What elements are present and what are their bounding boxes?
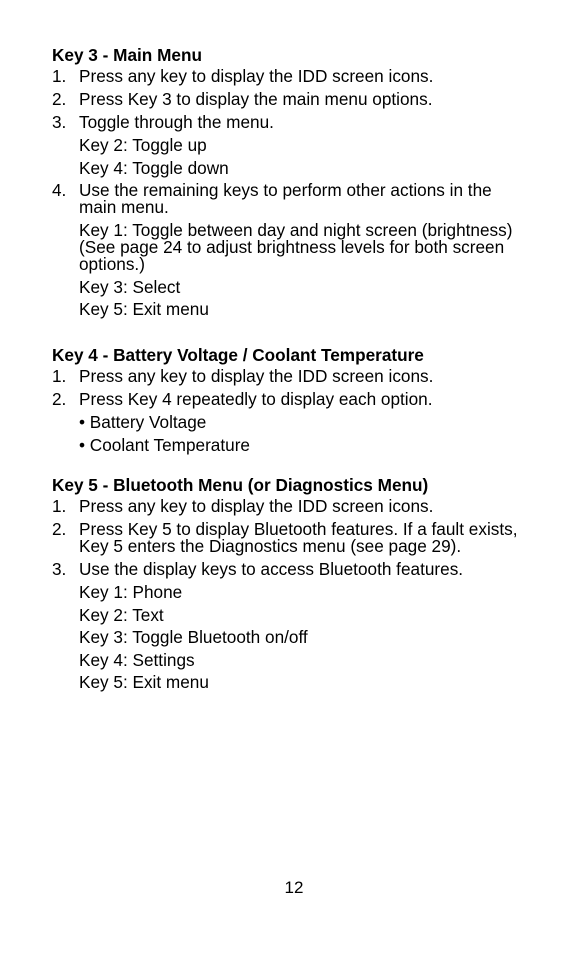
list-item xyxy=(52,498,522,515)
list-item xyxy=(52,91,522,108)
list-item-text: Press Key 3 to display the main menu options. xyxy=(79,89,433,109)
list-item xyxy=(52,368,522,385)
list-item xyxy=(52,391,522,408)
list-item-text: Press Key 5 to display Bluetooth features. If a fault exists, Key 5 enters the Diagnostics menu (see page 29). xyxy=(79,519,518,556)
sub-line: Key 3: Select xyxy=(79,276,181,297)
section-heading: Key 3 - Main Menu xyxy=(52,45,202,65)
list-item-number: 1. xyxy=(52,366,67,386)
list-item-text: Use the display keys to access Bluetooth features. xyxy=(79,559,464,579)
list-item-text: Press any key to display the IDD screen icons. xyxy=(79,66,434,86)
section-heading: Key 4 - Battery Voltage / Coolant Temperature xyxy=(52,345,424,365)
list-item-number: 3. xyxy=(52,559,67,579)
sub-line: Key 2: Toggle up xyxy=(79,135,207,155)
numbered-list xyxy=(52,68,522,318)
list-item-number: 4. xyxy=(52,180,67,200)
numbered-list xyxy=(52,368,522,454)
sub-line: Key 1: Phone xyxy=(79,582,183,602)
section-heading: Key 5 - Bluetooth Menu (or Diagnostics Menu) xyxy=(52,475,429,495)
sub-line: Key 3: Toggle Bluetooth on/off xyxy=(79,627,308,647)
list-item-number: 2. xyxy=(52,519,67,539)
sub-line: Key 2: Text xyxy=(79,604,164,625)
sub-line: Key 4: Settings xyxy=(79,649,195,670)
sub-line: Key 5: Exit menu xyxy=(79,299,209,319)
section-key-3-main-menu xyxy=(52,45,522,324)
list-item-text: Press Key 4 repeatedly to display each option. xyxy=(79,389,433,409)
list-item-text: Press any key to display the IDD screen icons. xyxy=(79,496,434,516)
list-item xyxy=(52,114,522,131)
numbered-list xyxy=(52,498,522,691)
list-item-text: Use the remaining keys to perform other actions in the main menu. xyxy=(79,180,492,217)
sub-line: Key 5: Exit menu xyxy=(79,672,209,692)
list-item-number: 1. xyxy=(52,66,67,86)
list-item xyxy=(52,182,522,216)
list-item-text: Press any key to display the IDD screen icons. xyxy=(79,366,434,386)
list-item-number: 2. xyxy=(52,389,67,409)
list-item-number: 3. xyxy=(52,112,67,132)
sub-line: Key 4: Toggle down xyxy=(79,157,229,178)
bullet-line: • Coolant Temperature xyxy=(79,434,250,455)
section-key-5-bluetooth-menu xyxy=(52,475,522,697)
list-item-number: 2. xyxy=(52,89,67,109)
list-item xyxy=(52,521,522,555)
bullet-line: • Battery Voltage xyxy=(79,412,207,432)
sub-line: Key 1: Toggle between day and night screen (brightness) (See page 24 to adjust brightness levels for both screen options.) xyxy=(79,220,513,274)
list-item-text: Toggle through the menu. xyxy=(79,112,274,132)
list-item-number: 1. xyxy=(52,496,67,516)
list-item xyxy=(52,561,522,578)
page-number: 12 xyxy=(284,878,304,897)
section-key-4-battery-coolant xyxy=(52,345,522,459)
list-item xyxy=(52,68,522,85)
